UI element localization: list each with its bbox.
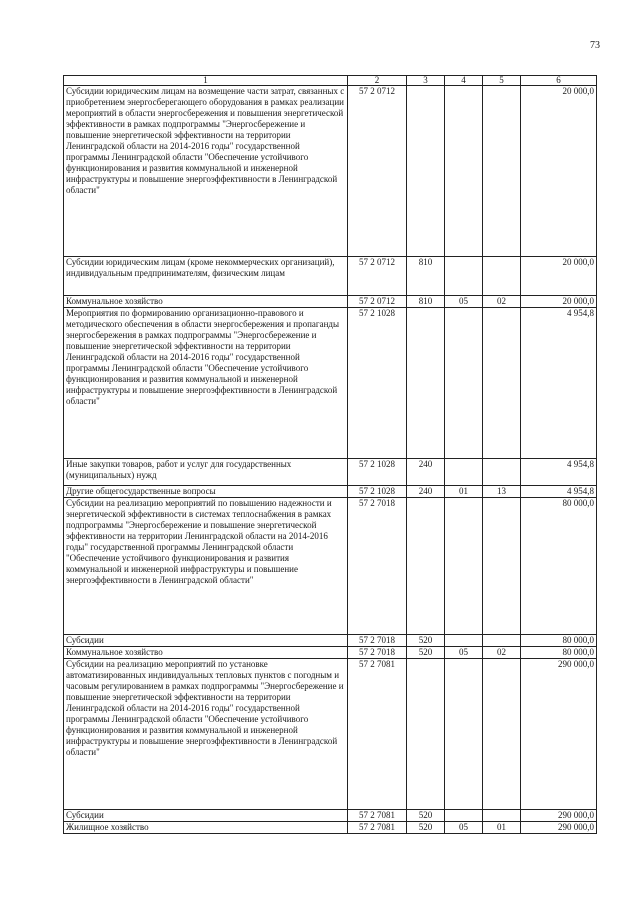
column-header: 4: [445, 76, 483, 86]
row-target-code-cell: 57 2 0712: [348, 86, 407, 257]
row-subsection-cell: [483, 459, 521, 486]
table-row: [64, 635, 597, 647]
column-header: 5: [483, 76, 521, 86]
row-target-code-cell: 57 2 7018: [348, 635, 407, 647]
row-name-cell: Субсидии юридическим лицам (кроме некоммерческих организаций), индивидуальным предпринимателям, физическим лицам: [64, 257, 348, 296]
row-target-code-cell: 57 2 7081: [348, 659, 407, 810]
page-number: 73: [590, 40, 600, 51]
row-subsection-cell: [483, 257, 521, 296]
row-amount-cell: 4 954,8: [521, 308, 597, 459]
row-expense-type-cell: 520: [407, 810, 445, 822]
row-amount-cell: 20 000,0: [521, 296, 597, 308]
row-amount-cell: 80 000,0: [521, 498, 597, 635]
row-section-cell: 05: [445, 822, 483, 834]
row-subsection-cell: 02: [483, 647, 521, 659]
budget-table: [63, 75, 597, 834]
row-target-code-cell: 57 2 0712: [348, 296, 407, 308]
row-section-cell: [445, 659, 483, 810]
row-name-cell: Другие общегосударственные вопросы: [64, 486, 348, 498]
table-row: [64, 659, 597, 810]
row-section-cell: [445, 498, 483, 635]
row-expense-type-cell: 240: [407, 459, 445, 486]
column-header: 1: [64, 76, 348, 86]
row-subsection-cell: 02: [483, 296, 521, 308]
row-subsection-cell: [483, 635, 521, 647]
table-row: [64, 810, 597, 822]
row-section-cell: [445, 635, 483, 647]
row-expense-type-cell: 520: [407, 822, 445, 834]
row-target-code-cell: 57 2 1028: [348, 486, 407, 498]
row-amount-cell: 290 000,0: [521, 659, 597, 810]
row-section-cell: [445, 308, 483, 459]
row-section-cell: 05: [445, 296, 483, 308]
row-section-cell: [445, 257, 483, 296]
row-amount-cell: 80 000,0: [521, 647, 597, 659]
row-expense-type-cell: 240: [407, 486, 445, 498]
row-target-code-cell: 57 2 1028: [348, 459, 407, 486]
row-subsection-cell: [483, 498, 521, 635]
row-section-cell: [445, 810, 483, 822]
row-target-code-cell: 57 2 0712: [348, 257, 407, 296]
table-row: [64, 257, 597, 296]
column-header: 3: [407, 76, 445, 86]
table-row: [64, 459, 597, 486]
row-expense-type-cell: 810: [407, 296, 445, 308]
column-header: 2: [348, 76, 407, 86]
row-amount-cell: 290 000,0: [521, 810, 597, 822]
row-name-cell: Субсидии на реализацию мероприятий по повышению надежности и энергетической эффективности в системах теплоснабжения в рамках подпрограммы "Энергосбережение и повышение энергетической эффективности на территории Ленинградской области на 2014-2016 годы" государственной программы Ленинградской области "Обеспечение устойчивого функционирования и развития коммунальной и инженерной инфраструктуры и повышение энергоэффективности в Ленинградской области": [64, 498, 348, 635]
row-name-cell: Мероприятия по формированию организационно-правового и методического обеспечения в области энергосбережения и пропаганды энергосбережения в рамках подпрограммы "Энергосбережение и повышение энергетической эффективности на территории Ленинградской области на 2014-2016 годы" государственной программы Ленинградской области "Обеспечение устойчивого функционирования и развития коммунальной и инженерной инфраструктуры и повышение энергоэффективности в Ленинградской области": [64, 308, 348, 459]
row-amount-cell: 80 000,0: [521, 635, 597, 647]
table-row: [64, 308, 597, 459]
row-name-cell: Коммунальное хозяйство: [64, 296, 348, 308]
row-target-code-cell: 57 2 7018: [348, 498, 407, 635]
row-expense-type-cell: [407, 498, 445, 635]
table-row: [64, 498, 597, 635]
row-section-cell: [445, 86, 483, 257]
row-name-cell: Субсидии юридическим лицам на возмещение части затрат, связанных с приобретением энергосберегающего оборудования в рамках реализации мероприятий в области энергосбережения и повышения энергетической эффективности в рамках подпрограммы "Энергосбережение и повышение энергетической эффективности на территории Ленинградской области на 2014-2016 годы" государственной программы Ленинградской области "Обеспечение устойчивого функционирования и развития коммунальной и инженерной инфраструктуры и повышение энергоэффективности в Ленинградской области": [64, 86, 348, 257]
row-name-cell: Коммунальное хозяйство: [64, 647, 348, 659]
row-name-cell: Субсидии на реализацию мероприятий по установке автоматизированных индивидуальных тепловых пунктов с погодным и часовым регулированием в рамках подпрограммы "Энергосбережение и повышение энергетической эффективности на территории Ленинградской области на 2014-2016 годы" государственной программы Ленинградской области "Обеспечение устойчивого функционирования и развития коммунальной и инженерной инфраструктуры и повышение энергоэффективности в Ленинградской области": [64, 659, 348, 810]
row-name-cell: Субсидии: [64, 810, 348, 822]
row-target-code-cell: 57 2 1028: [348, 308, 407, 459]
row-subsection-cell: [483, 86, 521, 257]
row-name-cell: Иные закупки товаров, работ и услуг для государственных (муниципальных) нужд: [64, 459, 348, 486]
row-amount-cell: 20 000,0: [521, 86, 597, 257]
table-header-row: [64, 76, 597, 86]
row-expense-type-cell: [407, 86, 445, 257]
row-amount-cell: 4 954,8: [521, 486, 597, 498]
row-subsection-cell: [483, 308, 521, 459]
row-section-cell: 05: [445, 647, 483, 659]
table-row: [64, 822, 597, 834]
row-section-cell: [445, 459, 483, 486]
row-subsection-cell: [483, 810, 521, 822]
row-amount-cell: 290 000,0: [521, 822, 597, 834]
column-header: 6: [521, 76, 597, 86]
row-name-cell: Субсидии: [64, 635, 348, 647]
table-row: [64, 647, 597, 659]
row-section-cell: 01: [445, 486, 483, 498]
row-expense-type-cell: 520: [407, 647, 445, 659]
row-target-code-cell: 57 2 7081: [348, 822, 407, 834]
row-target-code-cell: 57 2 7081: [348, 810, 407, 822]
row-subsection-cell: 01: [483, 822, 521, 834]
row-expense-type-cell: 810: [407, 257, 445, 296]
row-target-code-cell: 57 2 7018: [348, 647, 407, 659]
row-name-cell: Жилищное хозяйство: [64, 822, 348, 834]
row-subsection-cell: [483, 659, 521, 810]
row-amount-cell: 4 954,8: [521, 459, 597, 486]
table-row: [64, 86, 597, 257]
row-expense-type-cell: 520: [407, 635, 445, 647]
row-amount-cell: 20 000,0: [521, 257, 597, 296]
table-row: [64, 296, 597, 308]
table-row: [64, 486, 597, 498]
row-expense-type-cell: [407, 659, 445, 810]
row-expense-type-cell: [407, 308, 445, 459]
row-subsection-cell: 13: [483, 486, 521, 498]
